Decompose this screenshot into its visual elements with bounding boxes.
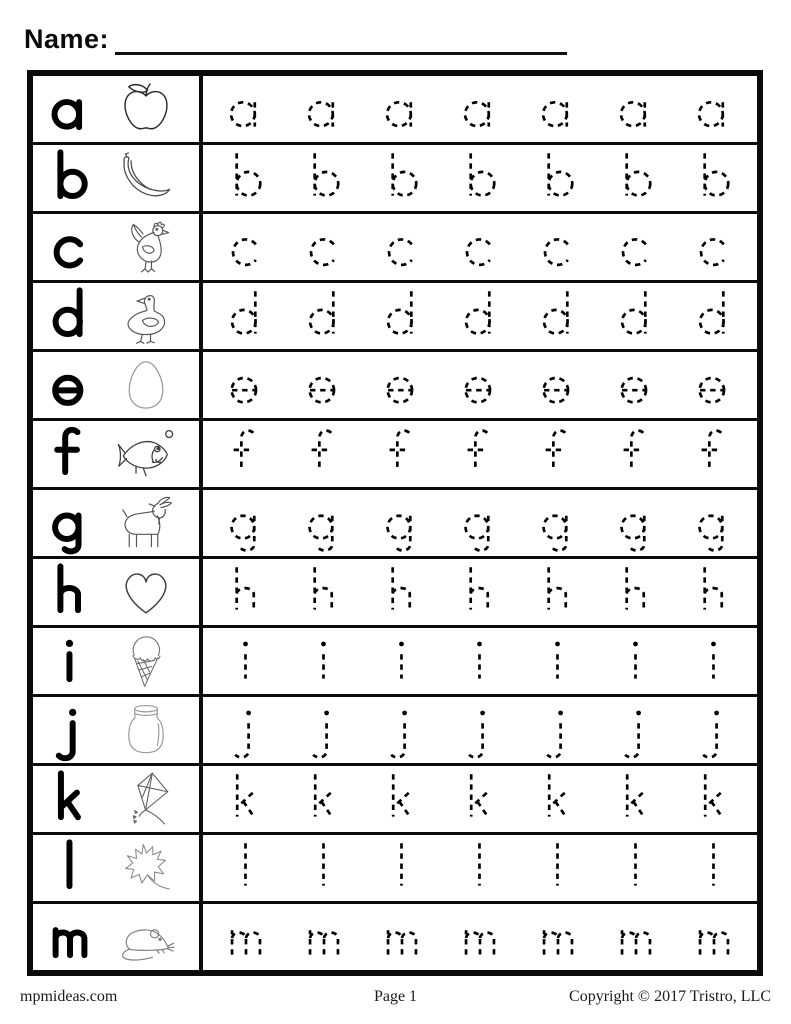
icon-cell-c — [93, 218, 199, 276]
letter-cell-l — [33, 835, 203, 901]
trace-area-c — [203, 214, 757, 280]
trace-letter-i — [225, 630, 267, 692]
trace-letter-m — [537, 906, 579, 968]
trace-letter-h — [303, 561, 345, 623]
icon-cell-j — [93, 701, 199, 759]
trace-letter-f — [225, 423, 267, 485]
trace-area-d — [203, 283, 757, 349]
trace-letter-f — [693, 423, 735, 485]
letter-row-k — [33, 763, 757, 832]
trace-letter-c — [615, 216, 657, 278]
trace-letter-c — [225, 216, 267, 278]
icon-cell-g — [93, 494, 199, 552]
icon-cell-h — [93, 563, 199, 621]
trace-letter-f — [459, 423, 501, 485]
letter-cell-d — [33, 283, 203, 349]
trace-letter-d — [303, 285, 345, 347]
icon-cell-b — [93, 149, 199, 207]
letter-row-c — [33, 211, 757, 280]
trace-letter-g — [303, 492, 345, 554]
solid-letter-i — [47, 629, 93, 693]
letter-row-j — [33, 694, 757, 763]
trace-letter-l — [615, 837, 657, 899]
goat-icon — [117, 494, 175, 552]
trace-letter-k — [693, 768, 735, 830]
trace-letter-i — [693, 630, 735, 692]
trace-letter-b — [381, 147, 423, 209]
letter-cell-c — [33, 214, 203, 280]
trace-letter-e — [225, 354, 267, 416]
solid-letter-k — [47, 767, 93, 831]
trace-letter-i — [303, 630, 345, 692]
trace-letter-j — [537, 699, 579, 761]
trace-letter-m — [693, 906, 735, 968]
trace-letter-a — [693, 78, 735, 140]
name-row — [24, 26, 567, 55]
solid-letter-g — [47, 491, 93, 555]
trace-letter-g — [693, 492, 735, 554]
trace-letter-d — [381, 285, 423, 347]
trace-letter-m — [381, 906, 423, 968]
letter-cell-a — [33, 76, 203, 142]
trace-letter-g — [459, 492, 501, 554]
icon-cell-m — [93, 908, 199, 966]
solid-letter-j — [47, 698, 93, 762]
letter-cell-b — [33, 145, 203, 211]
solid-letter-h — [47, 560, 93, 624]
letter-row-e — [33, 349, 757, 418]
trace-letter-k — [459, 768, 501, 830]
trace-letter-g — [615, 492, 657, 554]
trace-letter-a — [225, 78, 267, 140]
letter-row-l — [33, 832, 757, 901]
letter-cell-f — [33, 421, 203, 487]
letter-cell-i — [33, 628, 203, 694]
trace-letter-k — [225, 768, 267, 830]
trace-letter-b — [693, 147, 735, 209]
footer-site: mpmideas.com — [20, 988, 118, 1005]
trace-letter-e — [303, 354, 345, 416]
letter-cell-k — [33, 766, 203, 832]
trace-letter-c — [537, 216, 579, 278]
trace-letter-f — [381, 423, 423, 485]
trace-letter-a — [381, 78, 423, 140]
trace-letter-c — [381, 216, 423, 278]
trace-letter-h — [537, 561, 579, 623]
ice-cream-cone-icon — [117, 632, 175, 690]
trace-letter-b — [537, 147, 579, 209]
trace-letter-c — [693, 216, 735, 278]
trace-area-h — [203, 559, 757, 625]
mouse-icon — [117, 908, 175, 966]
trace-letter-l — [537, 837, 579, 899]
trace-letter-f — [537, 423, 579, 485]
trace-letter-k — [615, 768, 657, 830]
trace-letter-a — [303, 78, 345, 140]
leaf-icon — [117, 839, 175, 897]
trace-letter-h — [615, 561, 657, 623]
letter-cell-j — [33, 697, 203, 763]
egg-icon — [117, 356, 175, 414]
solid-letter-m — [47, 905, 93, 969]
trace-letter-g — [225, 492, 267, 554]
trace-letter-b — [225, 147, 267, 209]
trace-letter-k — [537, 768, 579, 830]
letter-cell-g — [33, 490, 203, 556]
trace-letter-f — [615, 423, 657, 485]
letter-cell-h — [33, 559, 203, 625]
solid-letter-a — [47, 77, 93, 141]
trace-letter-l — [693, 837, 735, 899]
letter-row-h — [33, 556, 757, 625]
trace-letter-m — [225, 906, 267, 968]
trace-area-f — [203, 421, 757, 487]
letter-row-d — [33, 280, 757, 349]
trace-area-g — [203, 490, 757, 556]
trace-letter-k — [381, 768, 423, 830]
name-blank-line — [115, 28, 567, 55]
icon-cell-d — [93, 287, 199, 345]
trace-letter-l — [225, 837, 267, 899]
trace-letter-d — [225, 285, 267, 347]
trace-letter-m — [459, 906, 501, 968]
apple-icon — [117, 80, 175, 138]
trace-letter-d — [693, 285, 735, 347]
trace-letter-j — [459, 699, 501, 761]
trace-letter-j — [381, 699, 423, 761]
solid-letter-l — [47, 836, 93, 900]
solid-letter-b — [47, 146, 93, 210]
trace-area-a — [203, 76, 757, 142]
trace-letter-j — [693, 699, 735, 761]
jar-icon — [117, 701, 175, 759]
tracing-table — [27, 70, 763, 976]
trace-letter-h — [693, 561, 735, 623]
footer-page-number: Page 1 — [373, 988, 418, 1005]
solid-letter-d — [47, 284, 93, 348]
hen-icon — [117, 218, 175, 276]
solid-letter-c — [47, 215, 93, 279]
trace-letter-c — [459, 216, 501, 278]
trace-letter-d — [537, 285, 579, 347]
letter-row-g — [33, 487, 757, 556]
fish-icon — [117, 425, 175, 483]
icon-cell-e — [93, 356, 199, 414]
trace-letter-h — [459, 561, 501, 623]
trace-letter-i — [459, 630, 501, 692]
trace-letter-j — [615, 699, 657, 761]
trace-letter-m — [303, 906, 345, 968]
trace-letter-e — [537, 354, 579, 416]
icon-cell-i — [93, 632, 199, 690]
trace-letter-b — [459, 147, 501, 209]
trace-letter-g — [381, 492, 423, 554]
trace-letter-k — [303, 768, 345, 830]
trace-letter-l — [303, 837, 345, 899]
trace-area-j — [203, 697, 757, 763]
solid-letter-e — [47, 353, 93, 417]
trace-letter-e — [615, 354, 657, 416]
trace-letter-d — [459, 285, 501, 347]
trace-letter-a — [615, 78, 657, 140]
trace-letter-i — [615, 630, 657, 692]
footer-copyright: Copyright © 2017 Tristro, LLC — [569, 988, 771, 1005]
trace-letter-g — [537, 492, 579, 554]
icon-cell-l — [93, 839, 199, 897]
trace-area-m — [203, 904, 757, 970]
trace-letter-e — [381, 354, 423, 416]
trace-letter-h — [381, 561, 423, 623]
banana-icon — [117, 149, 175, 207]
letter-cell-e — [33, 352, 203, 418]
letter-row-m — [33, 901, 757, 970]
trace-letter-c — [303, 216, 345, 278]
trace-letter-i — [381, 630, 423, 692]
letter-row-i — [33, 625, 757, 694]
trace-area-k — [203, 766, 757, 832]
kite-icon — [117, 770, 175, 828]
trace-letter-b — [615, 147, 657, 209]
duck-icon — [117, 287, 175, 345]
icon-cell-a — [93, 80, 199, 138]
trace-letter-f — [303, 423, 345, 485]
trace-letter-e — [693, 354, 735, 416]
trace-letter-e — [459, 354, 501, 416]
letter-row-f — [33, 418, 757, 487]
trace-letter-h — [225, 561, 267, 623]
letter-cell-m — [33, 904, 203, 970]
icon-cell-k — [93, 770, 199, 828]
letter-row-b — [33, 142, 757, 211]
trace-letter-j — [225, 699, 267, 761]
trace-letter-l — [459, 837, 501, 899]
trace-letter-a — [537, 78, 579, 140]
heart-icon — [117, 563, 175, 621]
trace-letter-b — [303, 147, 345, 209]
trace-letter-m — [615, 906, 657, 968]
trace-area-e — [203, 352, 757, 418]
icon-cell-f — [93, 425, 199, 483]
trace-letter-a — [459, 78, 501, 140]
trace-area-l — [203, 835, 757, 901]
trace-letter-l — [381, 837, 423, 899]
trace-letter-i — [537, 630, 579, 692]
solid-letter-f — [47, 422, 93, 486]
trace-letter-d — [615, 285, 657, 347]
name-label: Name: — [24, 24, 110, 54]
letter-row-a — [33, 76, 757, 142]
trace-area-b — [203, 145, 757, 211]
trace-letter-j — [303, 699, 345, 761]
trace-area-i — [203, 628, 757, 694]
